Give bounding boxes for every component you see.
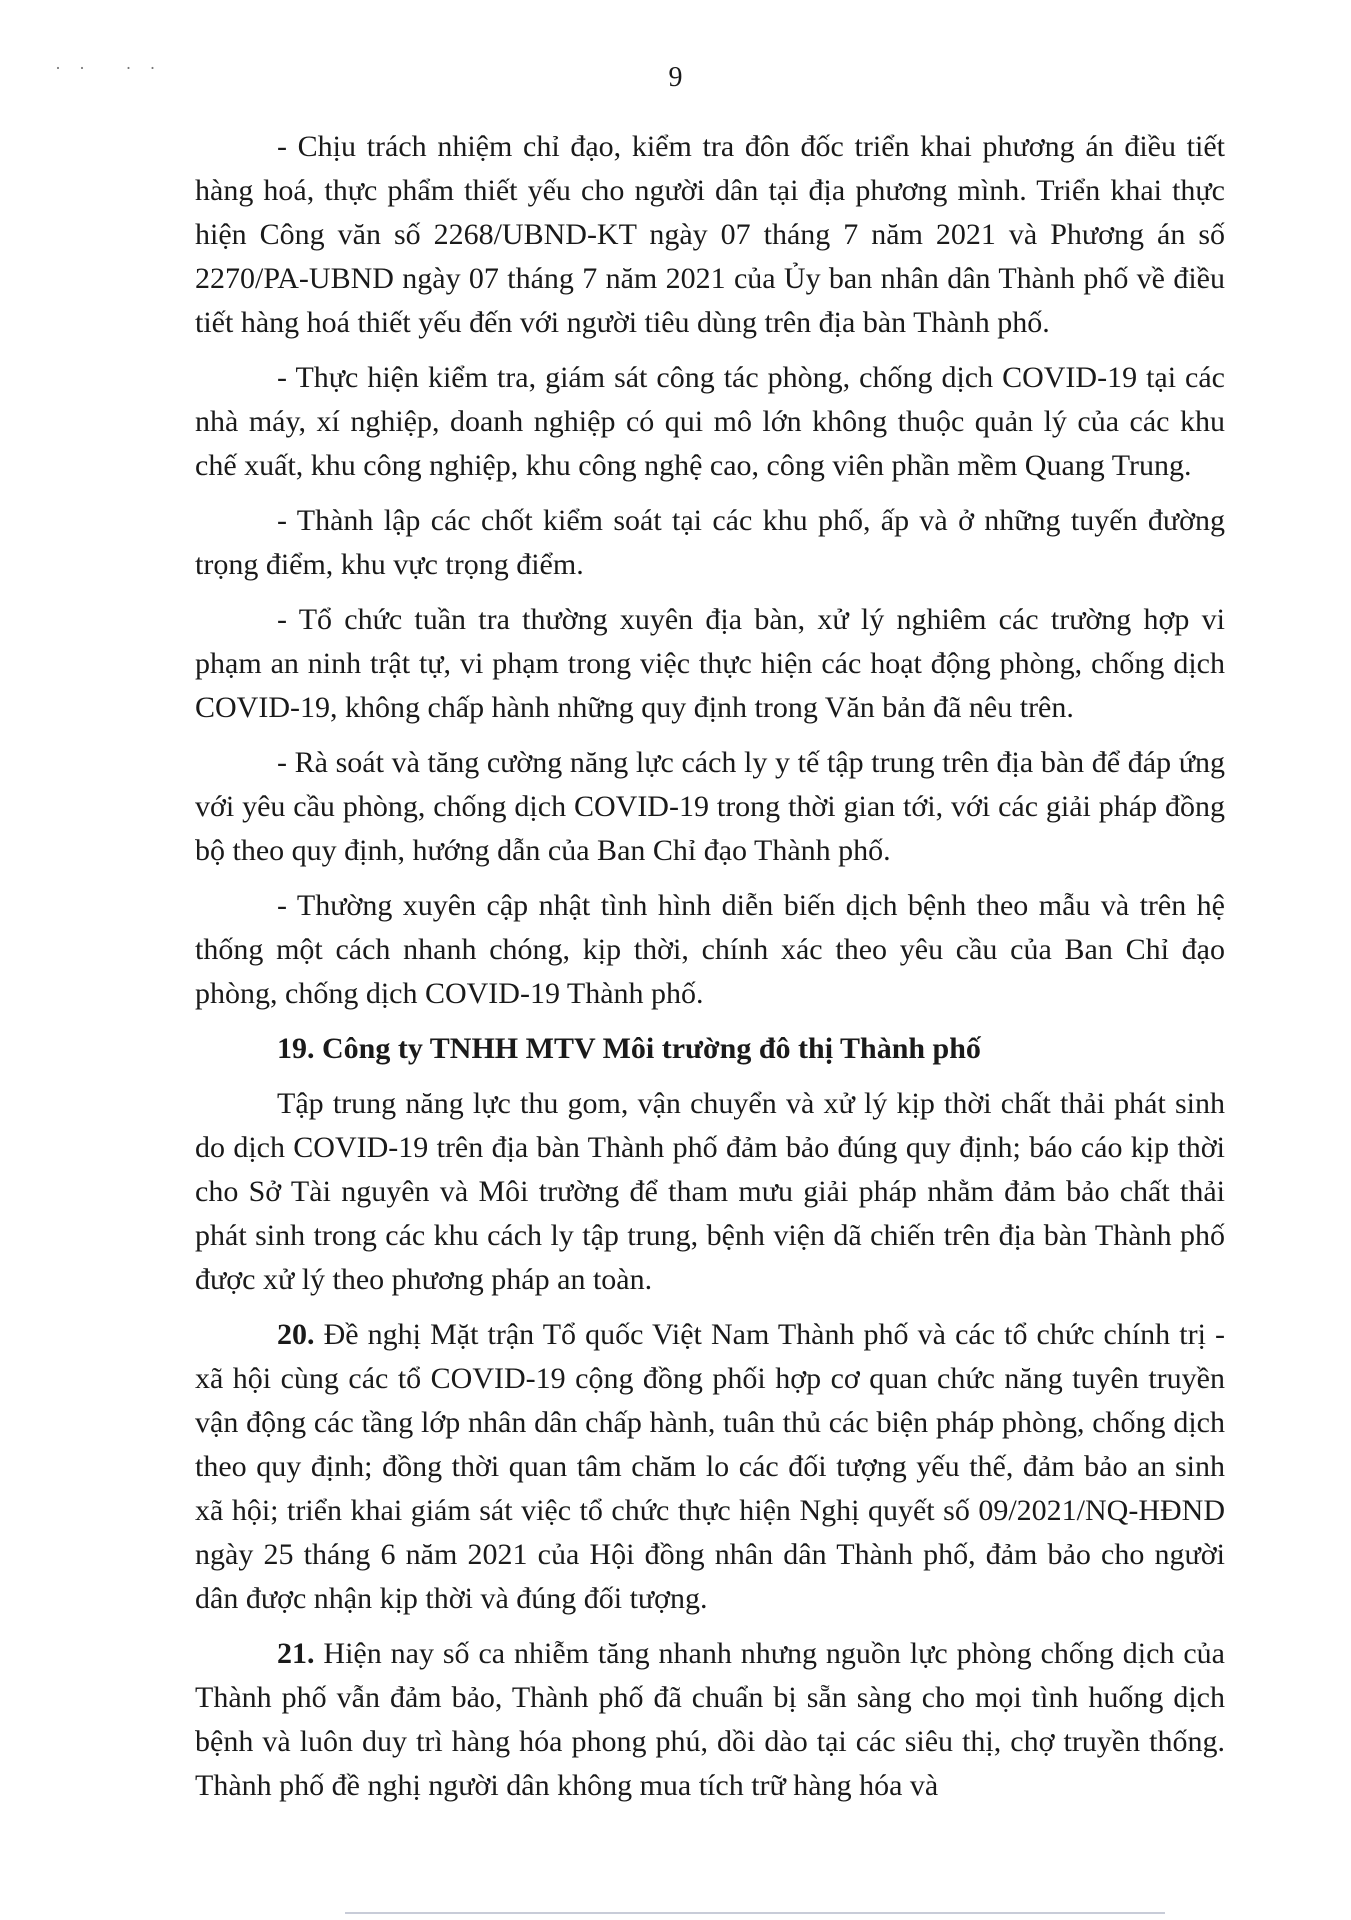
paragraph-update: - Thường xuyên cập nhật tình hình diễn biến dịch bệnh theo mẫu và trên hệ thống một cách nhanh chóng, kịp thời, chính xác theo yêu cầu của Ban Chỉ đạo phòng, chống dịch COVID-19 Thành phố. (195, 889, 1225, 1010)
scan-marks: ·· ·· (55, 58, 174, 78)
section-20-number: 20. (277, 1318, 315, 1351)
paragraph-patrol: - Tổ chức tuần tra thường xuyên địa bàn, xử lý nghiêm các trường hợp vi phạm an ninh trật tự, vi phạm trong việc thực hiện các hoạt động phòng, chống dịch COVID-19, không chấp hành những quy định trong Văn bản đã nêu trên. (195, 603, 1225, 724)
section-20 (195, 1313, 1225, 1621)
section-21-number: 21. (277, 1637, 315, 1670)
section-21-body: Hiện nay số ca nhiễm tăng nhanh nhưng nguồn lực phòng chống dịch của Thành phố vẫn đảm bảo, Thành phố đã chuẩn bị sẵn sàng cho mọi tình huống dịch bệnh và luôn duy trì hàng hóa phong phú, dồi dào tại các siêu thị, chợ truyền thống. Thành phố đề nghị người dân không mua tích trữ hàng hóa và (195, 1637, 1226, 1802)
section-20-body: Đề nghị Mặt trận Tổ quốc Việt Nam Thành phố và các tổ chức chính trị - xã hội cùng các tổ COVID-19 cộng đồng phối hợp cơ quan chức năng tuyên truyền vận động các tầng lớp nhân dân chấp hành, tuân thủ các biện pháp phòng, chống dịch theo quy định; đồng thời quan tâm chăm lo các đối tượng yếu thế, đảm bảo an sinh xã hội; triển khai giám sát việc tổ chức thực hiện Nghị quyết số 09/2021/NQ-HĐND ngày 25 tháng 6 năm 2021 của Hội đồng nhân dân Thành phố, đảm bảo cho người dân được nhận kịp thời và đúng đối tượng. (195, 1318, 1226, 1615)
paragraph-checkpoints: - Thành lập các chốt kiểm soát tại các khu phố, ấp và ở những tuyến đường trọng điểm, khu vực trọng điểm. (195, 504, 1225, 581)
section-21 (195, 1632, 1225, 1808)
paragraph-responsibility: - Chịu trách nhiệm chỉ đạo, kiểm tra đôn đốc triển khai phương án điều tiết hàng hoá, thực phẩm thiết yếu cho người dân tại địa phương mình. Triển khai thực hiện Công văn số 2268/UBND-KT ngày 07 tháng 7 năm 2021 và Phương án số 2270/PA-UBND ngày 07 tháng 7 năm 2021 của Ủy ban nhân dân Thành phố về điều tiết hàng hoá thiết yếu đến với người tiêu dùng trên địa bàn Thành phố. (195, 130, 1225, 339)
page-number: 9 (668, 62, 683, 93)
bottom-edge-line (345, 1912, 1165, 1914)
section-19-heading: 19. Công ty TNHH MTV Môi trường đô thị Thành phố (277, 1032, 981, 1065)
paragraph-inspection: - Thực hiện kiểm tra, giám sát công tác phòng, chống dịch COVID-19 tại các nhà máy, xí nghiệp, doanh nghiệp có qui mô lớn không thuộc quản lý của các khu chế xuất, khu công nghiệp, khu công nghệ cao, công viên phần mềm Quang Trung. (195, 361, 1225, 482)
section-19-body: Tập trung năng lực thu gom, vận chuyển và xử lý kịp thời chất thải phát sinh do dịch COVID-19 trên địa bàn Thành phố đảm bảo đúng quy định; báo cáo kịp thời cho Sở Tài nguyên và Môi trường để tham mưu giải pháp nhằm đảm bảo chất thải phát sinh trong các khu cách ly tập trung, bệnh viện dã chiến trên địa bàn Thành phố được xử lý theo phương pháp an toàn. (195, 1087, 1225, 1296)
document-body (195, 125, 1225, 1819)
paragraph-isolation: - Rà soát và tăng cường năng lực cách ly y tế tập trung trên địa bàn để đáp ứng với yêu cầu phòng, chống dịch COVID-19 trong thời gian tới, với các giải pháp đồng bộ theo quy định, hướng dẫn của Ban Chỉ đạo Thành phố. (195, 746, 1225, 867)
